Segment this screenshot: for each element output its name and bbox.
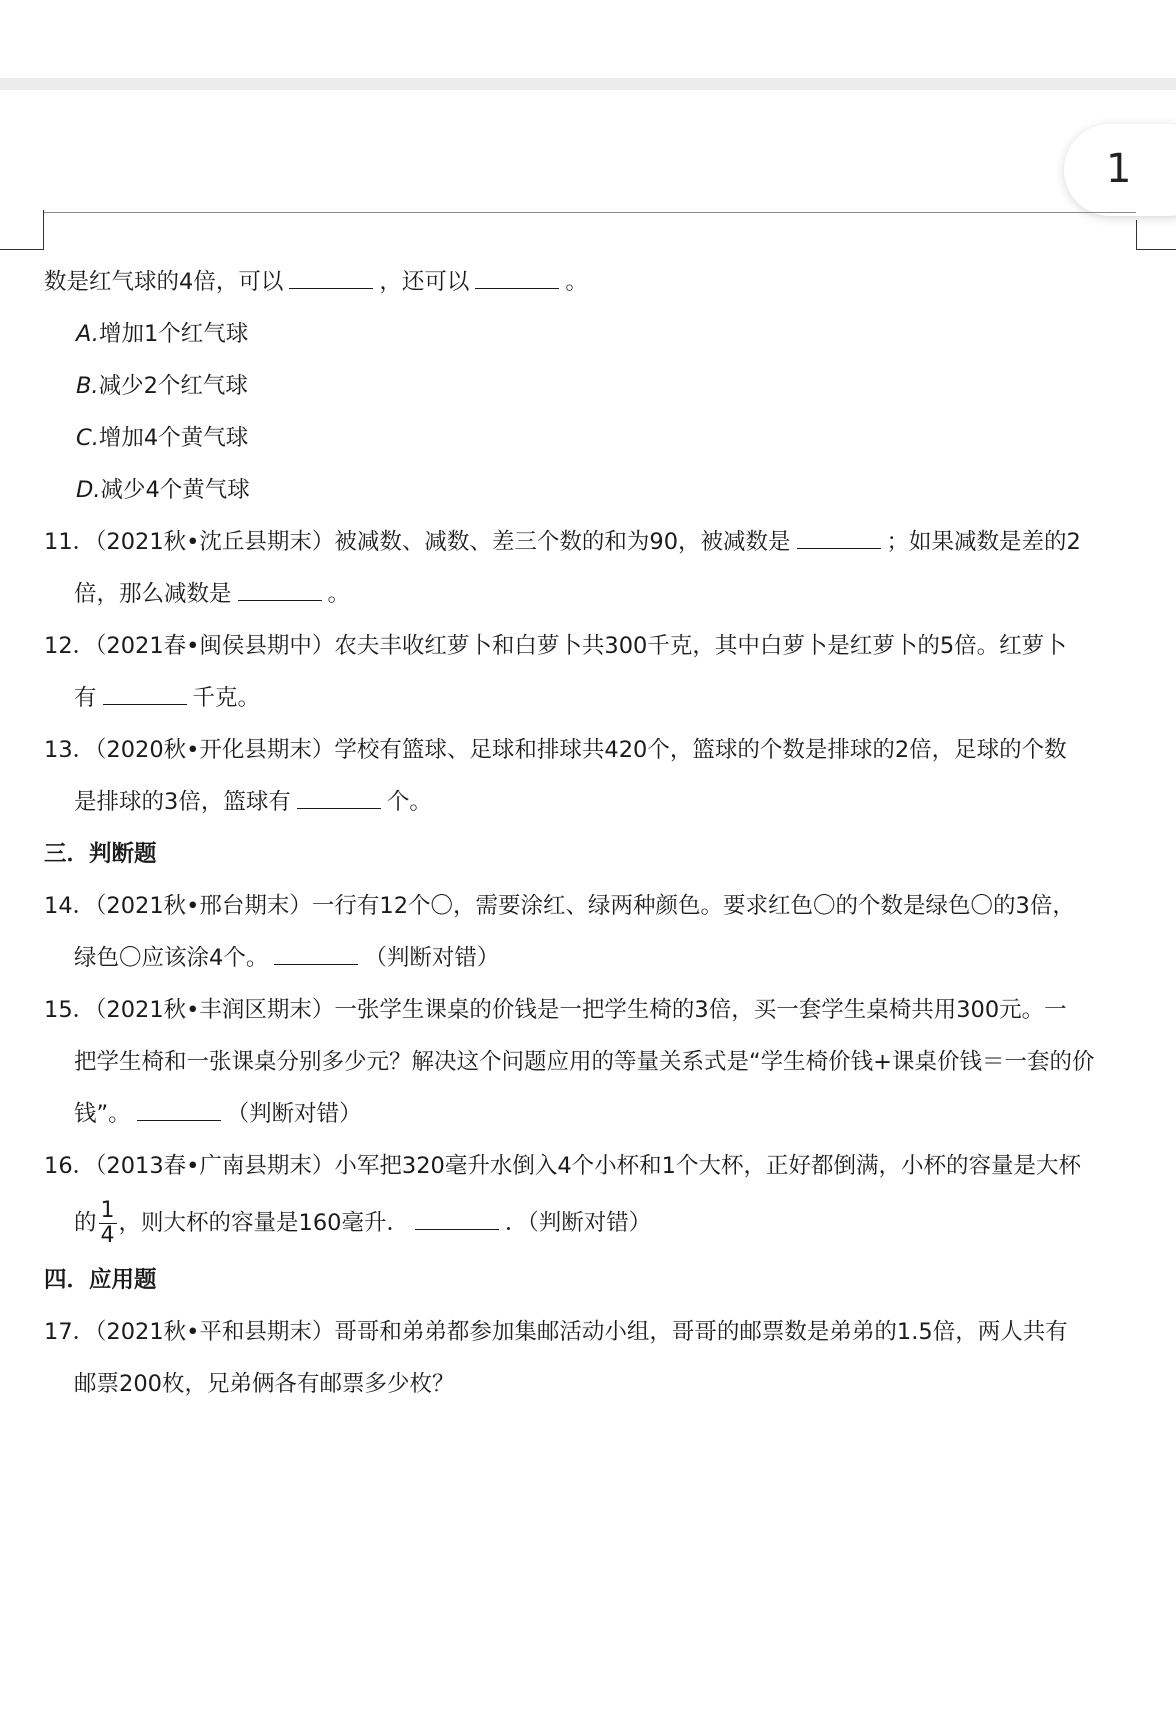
- top-separator: [0, 78, 1176, 90]
- option-b: B.减少2个红气球: [76, 373, 248, 399]
- header-rule: [44, 212, 1136, 213]
- question-13-cont: 是排球的3倍，篮球有 个。: [74, 789, 432, 815]
- fraction-numerator: 1: [100, 1198, 115, 1223]
- fraction-denominator: 4: [100, 1223, 115, 1248]
- question-16: 16．（2013春•广南县期末）小军把320毫升水倒入4个小杯和1个大杯，正好都倒满，小杯的容量是大杯: [44, 1153, 1081, 1179]
- fraction-one-quarter: [99, 1199, 117, 1248]
- question-11-cont: 倍，那么减数是 。: [74, 581, 351, 607]
- question-12: 12．（2021春•闽侯县期中）农夫丰收红萝卜和白萝卜共300千克，其中白萝卜是红萝卜的5倍。红萝卜: [44, 633, 1067, 659]
- question-12-cont: 有 千克。: [74, 685, 261, 711]
- margin-corner-left: [43, 210, 44, 250]
- question-15-cont2: 钱”。 （判断对错）: [74, 1101, 362, 1127]
- document-body: [44, 256, 1140, 1410]
- answer-blank[interactable]: [297, 790, 381, 809]
- margin-corner-left-h: [0, 249, 44, 250]
- question-13: 13．（2020秋•开化县期末）学校有篮球、足球和排球共420个，篮球的个数是排球的2倍，足球的个数: [44, 737, 1067, 763]
- option-d: D.减少4个黄气球: [76, 477, 250, 503]
- question-17: 17．（2021秋•平和县期末）哥哥和弟弟都参加集邮活动小组，哥哥的邮票数是弟弟的1.5倍，两人共有: [44, 1319, 1068, 1345]
- margin-corner-right-h: [1136, 249, 1176, 250]
- option-a: A.增加1个红气球: [76, 321, 249, 347]
- answer-blank[interactable]: [797, 530, 881, 549]
- question-10-tail: 数是红气球的4倍，可以 ，还可以 。: [44, 269, 588, 295]
- section-heading-application: 四．应用题: [44, 1267, 157, 1293]
- answer-blank[interactable]: [103, 686, 187, 705]
- section-heading-judgement: 三．判断题: [44, 841, 157, 867]
- answer-blank[interactable]: [137, 1102, 221, 1121]
- option-c: C.增加4个黄气球: [76, 425, 249, 451]
- page-number-badge: [1064, 124, 1176, 216]
- question-11: 11．（2021秋•沈丘县期末）被减数、减数、差三个数的和为90，被减数是 ；如果减数是差的2: [44, 529, 1081, 555]
- answer-blank[interactable]: [475, 270, 559, 289]
- answer-blank[interactable]: [238, 582, 322, 601]
- question-14-cont: 绿色〇应该涂4个。 （判断对错）: [74, 945, 500, 971]
- answer-blank[interactable]: [289, 270, 373, 289]
- page-number: 1: [1106, 146, 1132, 192]
- question-17-cont: 邮票200枚，兄弟俩各有邮票多少枚？: [74, 1371, 455, 1397]
- top-bar: [0, 0, 1176, 78]
- question-16-cont: 的 $\frac{1}{4}$ ，则大杯的容量是160毫升． ．（判断对错）: [74, 1198, 652, 1248]
- answer-blank[interactable]: [415, 1211, 499, 1230]
- answer-blank[interactable]: [274, 946, 358, 965]
- question-14: 14．（2021秋•邢台期末）一行有12个〇，需要涂红、绿两种颜色。要求红色〇的个数是绿色〇的3倍，: [44, 893, 1075, 919]
- question-15-cont: 把学生椅和一张课桌分别多少元？解决这个问题应用的等量关系式是“学生椅价钱+课桌价钱＝一套的价: [74, 1049, 1095, 1075]
- margin-corner-right: [1136, 220, 1137, 250]
- question-15: 15．（2021秋•丰润区期末）一张学生课桌的价钱是一把学生椅的3倍，买一套学生桌椅共用300元。一: [44, 997, 1067, 1023]
